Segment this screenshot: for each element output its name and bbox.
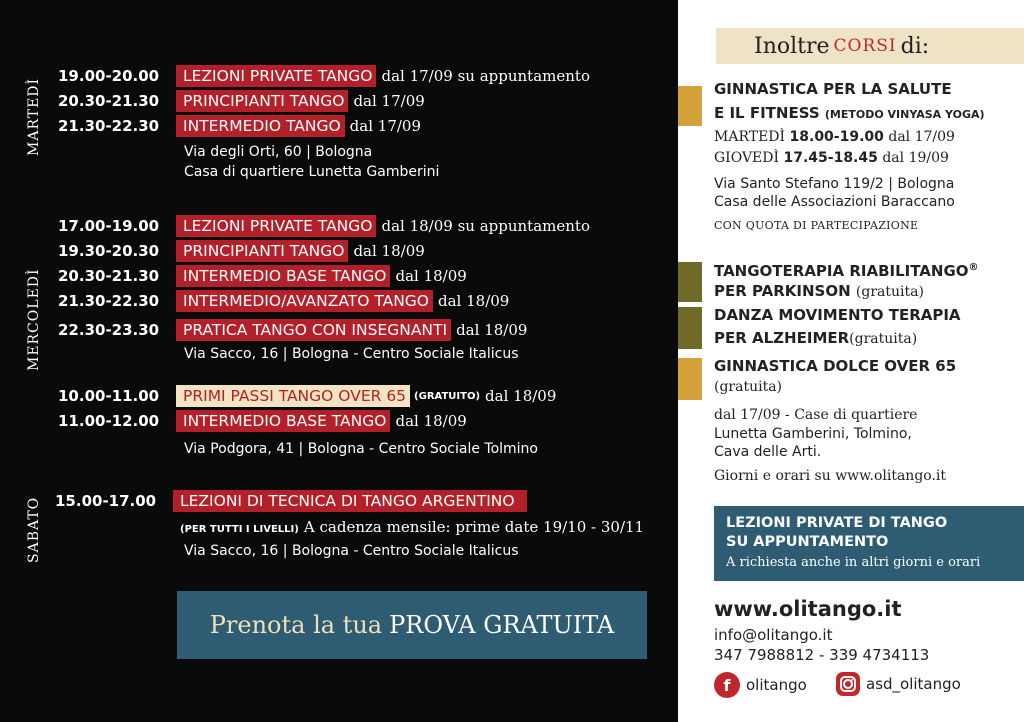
header-part2: CORSI — [833, 36, 897, 56]
quota-note: CON QUOTA DI PARTECIPAZIONE — [714, 219, 919, 232]
row-date: dal 18/09 — [456, 321, 528, 339]
gold-bar — [678, 358, 702, 400]
row-time: 21.30-22.30 — [58, 117, 160, 135]
course-tag: PRINCIPIANTI TANGO — [176, 90, 348, 112]
facebook-icon: f — [714, 672, 740, 698]
ginnastica-schedule-1 — [714, 128, 955, 147]
registered-mark: ® — [968, 262, 979, 273]
venue-address: Via degli Orti, 60 | Bologna — [184, 144, 373, 160]
schedule-row — [58, 115, 421, 137]
course-tag: LEZIONI DI TECNICA DI TANGO ARGENTINO — [173, 490, 527, 512]
free-trial-highlight: PROVA GRATUITA — [389, 611, 615, 639]
course-tag: LEZIONI PRIVATE TANGO — [176, 65, 376, 87]
olive-bar — [678, 307, 702, 349]
free-note: (gratuita) — [855, 284, 924, 300]
time: 17.45-18.45 — [783, 150, 878, 166]
ginnastica-title-2 — [714, 103, 985, 125]
row-date: dal 17/09 su appuntamento — [381, 67, 590, 85]
schedule-row — [58, 265, 467, 287]
row-time: 21.30-22.30 — [58, 292, 160, 310]
schedule-row — [58, 290, 509, 312]
from: dal 17/09 — [888, 129, 955, 145]
facebook-handle: olitango — [746, 676, 807, 694]
facebook-link[interactable] — [714, 672, 807, 698]
free-trial-banner[interactable] — [177, 591, 647, 659]
case-line-4: Giorni e orari su www.olitango.it — [714, 468, 947, 484]
dolce-title: GINNASTICA DOLCE OVER 65 — [714, 357, 957, 375]
free-note: (gratuita) — [714, 379, 783, 395]
instagram-handle: asd_olitango — [866, 675, 961, 693]
header-part1: Inoltre — [754, 33, 830, 59]
row-time: 10.00-11.00 — [58, 387, 160, 405]
olive-bar — [678, 262, 702, 302]
course-tag: PRINCIPIANTI TANGO — [176, 240, 348, 262]
venue-name: Casa di quartiere Lunetta Gamberini — [184, 164, 440, 180]
cadence-note: A cadenza mensile: prime date 19/10 - 30/11 — [303, 518, 645, 536]
row-time: 20.30-21.30 — [58, 267, 160, 285]
case-line-2: Lunetta Gamberini, Tolmino, — [714, 426, 912, 442]
venue-address: Via Sacco, 16 | Bologna - Centro Sociale Italicus — [184, 543, 519, 559]
course-tag: INTERMEDIO TANGO — [176, 115, 345, 137]
from: dal 19/09 — [882, 150, 949, 166]
case-line-3: Cava delle Arti. — [714, 444, 822, 460]
free-trial-prefix: Prenota la tua — [209, 611, 383, 639]
instagram-link[interactable] — [836, 672, 961, 696]
gold-bar — [678, 86, 702, 126]
row-time: 15.00-17.00 — [55, 492, 157, 510]
row-date: dal 18/09 — [395, 267, 467, 285]
time: 18.00-19.00 — [789, 129, 884, 145]
schedule-row — [55, 490, 527, 512]
ginnastica-schedule-2 — [714, 149, 949, 168]
course-tag: INTERMEDIO BASE TANGO — [176, 410, 390, 432]
ginnastica-title-2-main: E IL FITNESS — [714, 104, 820, 122]
row-date: dal 17/09 — [353, 92, 425, 110]
row-date: dal 17/09 — [349, 117, 422, 135]
free-note: (gratuita) — [849, 331, 918, 347]
row-time: 19.00-20.00 — [58, 67, 160, 85]
course-tag: INTERMEDIO/AVANZATO TANGO — [176, 290, 433, 312]
day: GIOVEDÌ — [714, 150, 780, 166]
day-label-martedi: MARTEDÌ — [26, 77, 42, 156]
private-title-1: LEZIONI PRIVATE DI TANGO — [726, 515, 948, 531]
ginnastica-method: (METODO VINYASA YOGA) — [824, 108, 985, 121]
danza-title-1: DANZA MOVIMENTO TERAPIA — [714, 306, 961, 324]
schedule-row — [58, 385, 556, 407]
schedule-row — [58, 65, 590, 87]
tangoterapia-sub: PER PARKINSON — [714, 282, 851, 300]
day-label-mercoledi: MERCOLEDÌ — [26, 268, 42, 371]
row-time: 22.30-23.30 — [58, 321, 160, 339]
schedule-row — [58, 410, 467, 432]
danza-title-2 — [714, 328, 917, 349]
phone-numbers[interactable]: 347 7988812 - 339 4734113 — [714, 646, 930, 664]
sabato-note — [180, 517, 644, 536]
tangoterapia-name: TANGOTERAPIA RIABILITANGO — [714, 262, 969, 280]
levels-tag: (PER TUTTI I LIVELLI) — [180, 524, 299, 535]
danza-sub: PER ALZHEIMER — [714, 329, 850, 347]
schedule-row — [58, 240, 425, 262]
instagram-icon — [836, 672, 860, 696]
website-link[interactable]: www.olitango.it — [714, 597, 902, 621]
private-title-2: SU APPUNTAMENTO — [726, 534, 889, 550]
other-courses-panel — [678, 0, 1024, 722]
row-time: 17.00-19.00 — [58, 217, 160, 235]
private-lessons-box — [714, 506, 1024, 581]
ginnastica-address-1: Via Santo Stefano 119/2 | Bologna — [714, 176, 955, 192]
course-tag: PRATICA TANGO CON INSEGNANTI — [176, 319, 451, 341]
email-link[interactable]: info@olitango.it — [714, 626, 833, 644]
day-label-sabato: SABATO — [26, 496, 42, 563]
course-tag-highlight: PRIMI PASSI TANGO OVER 65 — [176, 385, 410, 407]
tangoterapia-title-1 — [714, 258, 979, 281]
day: MARTEDÌ — [714, 129, 786, 145]
header-part3: di: — [900, 33, 930, 59]
other-courses-header — [716, 28, 1024, 64]
course-tag: LEZIONI PRIVATE TANGO — [176, 215, 376, 237]
row-date: dal 18/09 — [395, 412, 467, 430]
schedule-row — [58, 215, 590, 237]
row-date: dal 18/09 su appuntamento — [381, 217, 590, 235]
row-time: 20.30-21.30 — [58, 92, 160, 110]
ginnastica-address-2: Casa delle Associazioni Baraccano — [714, 194, 955, 210]
ginnastica-title-1: GINNASTICA PER LA SALUTE — [714, 80, 952, 98]
schedule-row — [58, 319, 527, 341]
case-line-1: dal 17/09 - Case di quartiere — [714, 407, 918, 423]
row-date: dal 18/09 — [485, 387, 557, 405]
row-date: dal 18/09 — [438, 292, 510, 310]
venue-address: Via Sacco, 16 | Bologna - Centro Sociale Italicus — [184, 346, 519, 362]
free-tag: (GRATUITO) — [414, 390, 481, 402]
venue-address: Via Podgora, 41 | Bologna - Centro Sociale Tolmino — [184, 441, 538, 457]
private-sub: A richiesta anche in altri giorni e orari — [726, 555, 981, 570]
row-time: 11.00-12.00 — [58, 412, 160, 430]
tangoterapia-title-2 — [714, 281, 924, 302]
schedule-row — [58, 90, 425, 112]
row-time: 19.30-20.30 — [58, 242, 160, 260]
row-date: dal 18/09 — [353, 242, 425, 260]
course-tag: INTERMEDIO BASE TANGO — [176, 265, 390, 287]
